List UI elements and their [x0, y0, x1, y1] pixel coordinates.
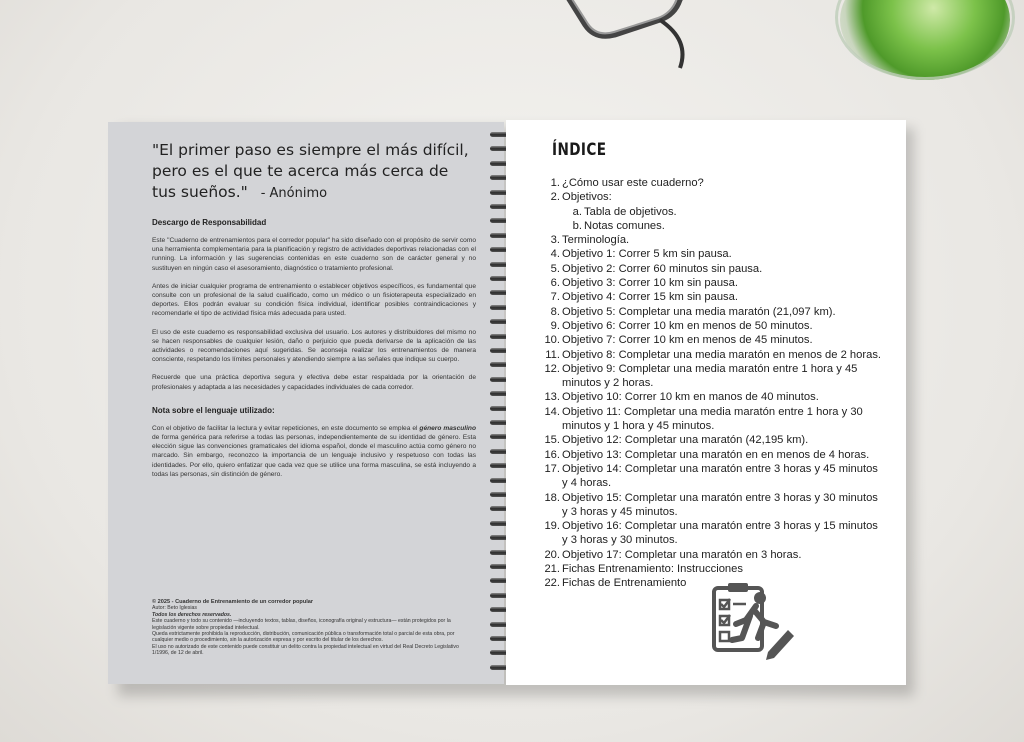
- index-item: [536, 247, 886, 261]
- index-item: [536, 262, 886, 276]
- index-item-text: Fichas de Entrenamiento: [562, 577, 687, 590]
- index-item: [536, 319, 886, 333]
- disclaimer-paragraph: El uso de este cuaderno es responsabilidad exclusiva del usuario. Los autores y distribuidores del mismo no se hacen responsables de cualquier lesión, daño o perjuicio que pueda derivarse de la aplicación de las actividades o recomendaciones aquí sugeridas. Se aconseja realizar los entrenamientos de manera consciente, respetando los límites personales y atendiendo siempre a las señales que indique su cuerpo.: [152, 328, 476, 364]
- index-item-text: Objetivo 7: Correr 10 km en menos de 45 minutos.: [562, 334, 813, 347]
- index-list: [536, 176, 886, 591]
- index-item: [536, 205, 886, 219]
- index-item: [536, 519, 886, 548]
- quote: [152, 140, 472, 204]
- index-item: [536, 390, 886, 404]
- index-item-number: 3.: [550, 234, 560, 247]
- copyright-block: [152, 599, 470, 657]
- index-item-number: 12.: [544, 362, 560, 375]
- index-item-text: Objetivo 15: Completar una maratón entre 3 horas y 30 minutos y 3 horas y 45 minutos.: [562, 491, 878, 518]
- runner-checklist-icon: [706, 580, 796, 662]
- index-item-number: 16.: [544, 448, 560, 461]
- index-item: [536, 190, 886, 204]
- index-item-number: a.: [572, 205, 582, 218]
- index-item: [536, 276, 886, 290]
- index-item-text: Objetivo 4: Correr 15 km sin pausa.: [562, 291, 738, 304]
- index-item-text: Objetivo 10: Correr 10 km en manos de 40 minutos.: [562, 391, 819, 404]
- index-item-text: Objetivo 5: Completar una media maratón (21,097 km).: [562, 305, 836, 318]
- quote-text: "El primer paso es siempre el más difícil, pero es el que te acerca más cerca de tus sueños.": [152, 141, 469, 201]
- eyeglasses-icon: [540, 0, 720, 90]
- language-note-text: Con el objetivo de facilitar la lectura y evitar repeticiones, en este documento se emplea el: [152, 424, 420, 432]
- copyright-text: El uso no autorizado de este contenido puede constituir un delito contra la propiedad intelectual en virtud del Real Decreto Legislativo 1/1996, de 12 de abril.: [152, 643, 459, 657]
- index-item-number: 13.: [544, 391, 560, 404]
- right-page: [506, 120, 906, 685]
- language-note-text: de forma genérica para referirse a todas las personas, independientemente de su identidad de género. Esta elección sigue las convenciones gramaticales del idioma español, donde el masculino actúa como género no marcado. Sin embargo, reconozco la importancia de un lenguaje inclusivo y respetuoso con todas las identidades. Por ello, quiero enfatizar que cada vez que se utilice una forma masculina, se está incluyendo a todas las personas, sin distinción de género.: [152, 434, 476, 478]
- index-item-number: 14.: [544, 405, 560, 418]
- index-item: [536, 176, 886, 190]
- index-item: [536, 219, 886, 233]
- language-note-paragraph: [152, 424, 476, 479]
- index-title: ÍNDICE: [552, 140, 607, 160]
- index-item-number: 1.: [550, 177, 560, 189]
- index-item: [536, 362, 886, 391]
- copyright-title: © 2025 - Cuaderno de Entrenamiento de un corredor popular: [152, 599, 314, 605]
- index-item: [536, 348, 886, 362]
- index-item: [536, 290, 886, 304]
- index-item-text: Objetivo 11: Completar una media maratón entre 1 hora y 30 minutos y 1 hora y 45 minutos.: [562, 405, 863, 433]
- index-item-number: 22.: [544, 577, 560, 590]
- index-item: [536, 233, 886, 247]
- language-note-emphasis: género masculino: [419, 424, 476, 432]
- disclaimer-heading: Descargo de Responsabilidad: [152, 218, 267, 227]
- index-item-text: Fichas Entrenamiento: Instrucciones: [562, 563, 743, 576]
- index-item-number: 9.: [550, 319, 560, 332]
- index-item-text: Objetivo 3: Correr 10 km sin pausa.: [562, 277, 738, 290]
- index-item-number: 2.: [550, 191, 560, 204]
- index-item-number: 8.: [550, 305, 560, 318]
- index-item-text: Objetivo 16: Completar una maratón entre 3 horas y 15 minutos y 3 horas y 30 minutos.: [562, 520, 878, 547]
- index-item-number: 18.: [544, 491, 560, 504]
- index-item-text: ¿Cómo usar este cuaderno?: [562, 177, 704, 189]
- index-item-text: Objetivo 2: Correr 60 minutos sin pausa.: [562, 262, 763, 275]
- index-item-text: Objetivo 14: Completar una maratón entre 3 horas y 45 minutos y 4 horas.: [562, 462, 878, 490]
- copyright-author: Autor: Beto Iglesias: [152, 605, 197, 612]
- index-item-text: Objetivo 8: Completar una media maratón en menos de 2 horas.: [562, 348, 882, 361]
- index-item-text: Objetivos:: [562, 191, 612, 204]
- index-item-text: Objetivo 12: Completar una maratón (42,195 km).: [562, 434, 809, 447]
- copyright-rights: Todos los derechos reservados.: [152, 611, 232, 618]
- copyright-text: Este cuaderno y todo su contenido —incluyendo textos, tablas, diseños, iconografía original y estructura— están protegidos por la legislación vigente sobre propiedad intelectual.: [152, 618, 451, 631]
- language-note-heading: Nota sobre el lenguaje utilizado:: [152, 405, 275, 415]
- index-item-text: Terminología.: [562, 234, 630, 247]
- index-item-number: 10.: [544, 334, 560, 347]
- quote-author: - Anónimo: [260, 186, 328, 201]
- index-item: [536, 462, 886, 491]
- copyright-text: Queda estrictamente prohibida la reproducción, distribución, comunicación pública o transformación total o parcial de esta obra, por cualquier medio o procedimiento, sin la autorización expresa y por escrito del titular de los derechos.: [152, 631, 455, 644]
- index-item-number: 17.: [544, 462, 560, 475]
- index-item-number: 4.: [550, 248, 560, 261]
- index-item: [536, 405, 886, 434]
- index-item-number: 5.: [550, 262, 560, 275]
- index-item-number: 21.: [544, 563, 560, 576]
- index-item-number: 19.: [544, 520, 560, 533]
- index-item-text: Objetivo 6: Correr 10 km en menos de 50 minutos.: [562, 319, 813, 332]
- index-item-text: Objetivo 13: Completar una maratón en en menos de 4 horas.: [562, 448, 870, 461]
- index-item: [536, 548, 886, 562]
- index-item-number: 7.: [550, 291, 560, 304]
- index-item: [536, 491, 886, 520]
- index-item: [536, 448, 886, 462]
- index-item-number: b.: [572, 219, 582, 232]
- left-page: [108, 122, 504, 684]
- index-item-text: Objetivo 1: Correr 5 km sin pausa.: [562, 248, 732, 261]
- index-item-text: Tabla de objetivos.: [584, 205, 677, 218]
- index-item-text: Notas comunes.: [584, 219, 665, 232]
- disclaimer-paragraph: Antes de iniciar cualquier programa de entrenamiento o establecer objetivos específicos, es fundamental que consulte con un profesional de la salud cualificado, como un médico o un fisioterapeuta especializado en deportes. Ellos podrán evaluar su condición física individual, identificar posibles contraindicaciones y recomendarle el tipo de actividad física más adecuada para usted.: [152, 282, 476, 318]
- index-item: [536, 305, 886, 319]
- index-item: [536, 562, 886, 576]
- index-item: [536, 433, 886, 447]
- index-item-number: 6.: [550, 277, 560, 290]
- index-item-number: 20.: [544, 548, 560, 561]
- index-item-number: 11.: [545, 348, 560, 361]
- index-item-text: Objetivo 9: Completar una media maratón entre 1 hora y 45 minutos y 2 horas.: [562, 362, 858, 390]
- disclaimer-paragraph: Recuerde que una práctica deportiva segura y efectiva debe estar respaldada por la orientación de profesionales y adaptada a las necesidades y capacidades individuales de cada corredor.: [152, 374, 476, 391]
- index-item-text: Objetivo 17: Completar una maratón en 3 horas.: [562, 548, 802, 561]
- index-item-number: 15.: [544, 434, 560, 447]
- disclaimer-paragraph: Este "Cuaderno de entrenamientos para el corredor popular" ha sido diseñado con el propósito de servir como una herramienta complementaria para la planificación y registro de actividades deportivas relacionadas con el running. La información y las sugerencias contenidas en este cuaderno son de carácter general y no sustituyen en ningún caso el asesoramiento, diagnóstico o tratamiento profesional.: [152, 237, 476, 272]
- index-item: [536, 333, 886, 347]
